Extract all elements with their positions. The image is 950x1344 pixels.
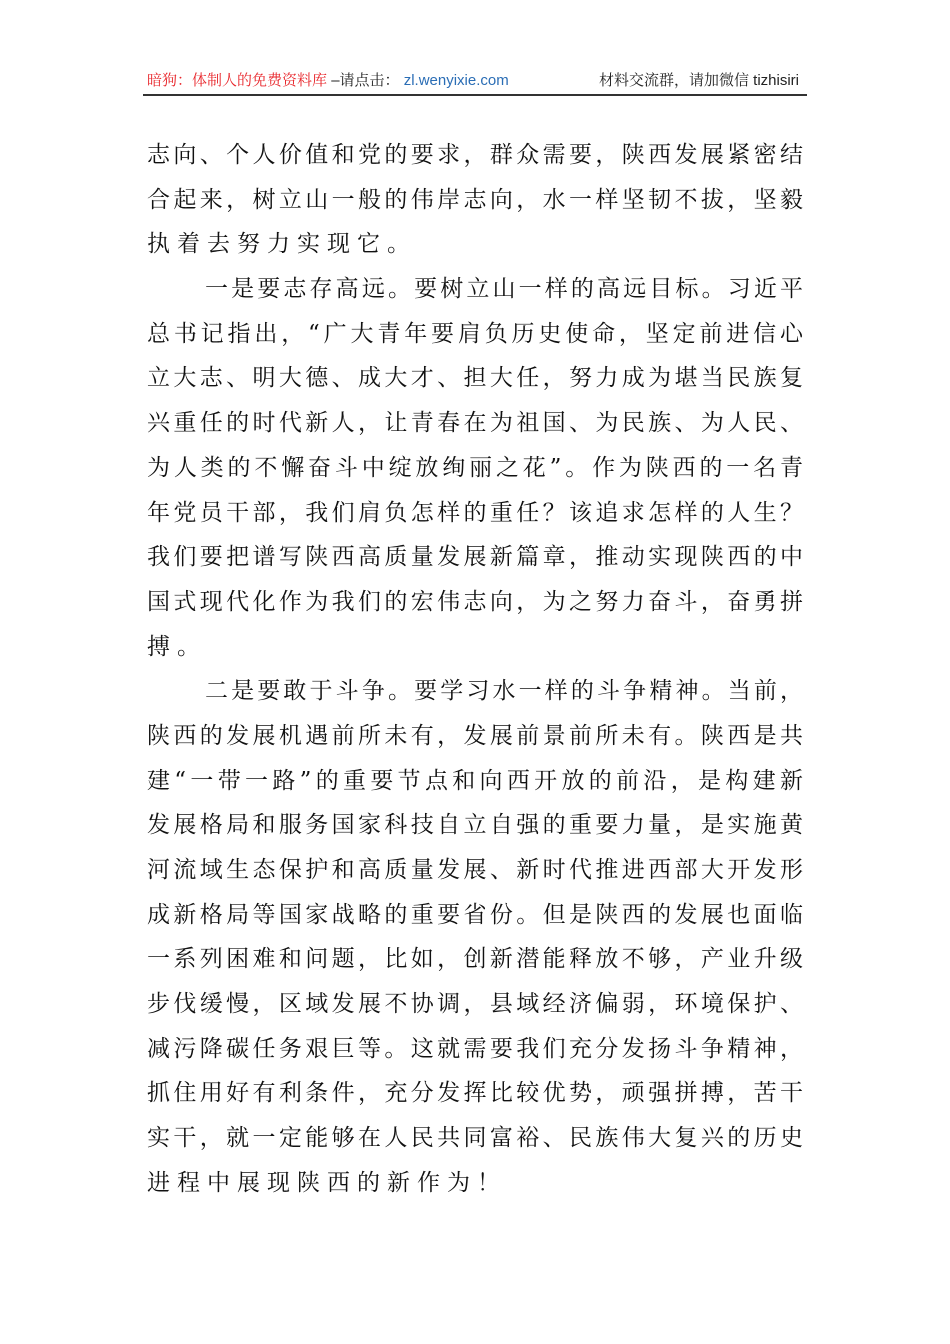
text-line: 发展格局和服务国家科技自立自强的重要力量，是实施黄	[147, 812, 805, 839]
text-line: 建“一带一路”的重要节点和向西开放的前沿，是构建新	[147, 767, 805, 794]
text-line: 志向、个人价值和党的要求，群众需要，陕西发展紧密结	[147, 142, 805, 168]
paragraph-start-line: 二是要敢于斗争。要学习水一样的斗争精神。当前，	[205, 678, 805, 705]
text-line: 实干，就一定能够在人民共同富裕、民族伟大复兴的历史	[147, 1125, 805, 1152]
document-body	[147, 133, 805, 1206]
text-line: 减污降碳任务艰巨等。这就需要我们充分发扬斗争精神，	[147, 1035, 805, 1062]
text-line: 河流域生态保护和高质量发展、新时代推进西部大开发形	[147, 857, 805, 883]
header-divider	[143, 94, 807, 96]
text-line: 一系列困难和问题，比如，创新潜能释放不够，产业升级	[147, 946, 805, 973]
text-line: 兴重任的时代新人，让青春在为祖国、为民族、为人民、	[147, 410, 805, 437]
text-line: 成新格局等国家战略的重要省份。但是陕西的发展也面临	[147, 901, 805, 928]
header-wechat-note: 材料交流群，请加微信 tizhisiri	[598, 72, 799, 89]
text-line: 搏。	[147, 633, 207, 660]
header-site-name: 暗狗：体制人的免费资料库	[147, 72, 328, 89]
header-link[interactable]: zl.wenyixie.com	[403, 72, 509, 89]
text-line: 国式现代化作为我们的宏伟志向，为之努力奋斗，奋勇拼	[147, 588, 805, 615]
paragraph-start-line: 一是要志存高远。要树立山一样的高远目标。习近平	[205, 276, 805, 303]
text-line: 进程中展现陕西的新作为！	[147, 1169, 507, 1196]
text-line: 为人类的不懈奋斗中绽放绚丽之花”。作为陕西的一名青	[147, 454, 805, 481]
text-line: 抓住用好有利条件，充分发挥比较优势，顽强拼搏，苦干	[147, 1080, 805, 1107]
text-line: 我们要把谱写陕西高质量发展新篇章，推动实现陕西的中	[147, 544, 805, 571]
text-line: 陕西的发展机遇前所未有，发展前景前所未有。陕西是共	[147, 722, 805, 749]
text-line: 步伐缓慢，区域发展不协调，县域经济偏弱，环境保护、	[147, 991, 805, 1018]
page-header	[147, 68, 805, 94]
text-line: 立大志、明大德、成大才、担大任，努力成为堪当民族复	[147, 365, 805, 392]
text-line: 合起来，树立山一般的伟岸志向，水一样坚韧不拔，坚毅	[147, 186, 805, 213]
text-line: 执着去努力实现它。	[147, 231, 417, 258]
text-line: 总书记指出，“广大青年要肩负历史使命，坚定前进信心	[147, 320, 805, 347]
text-line: 年党员干部，我们肩负怎样的重任？该追求怎样的人生？	[147, 499, 805, 526]
header-click-prompt: –请点击：	[331, 72, 400, 89]
